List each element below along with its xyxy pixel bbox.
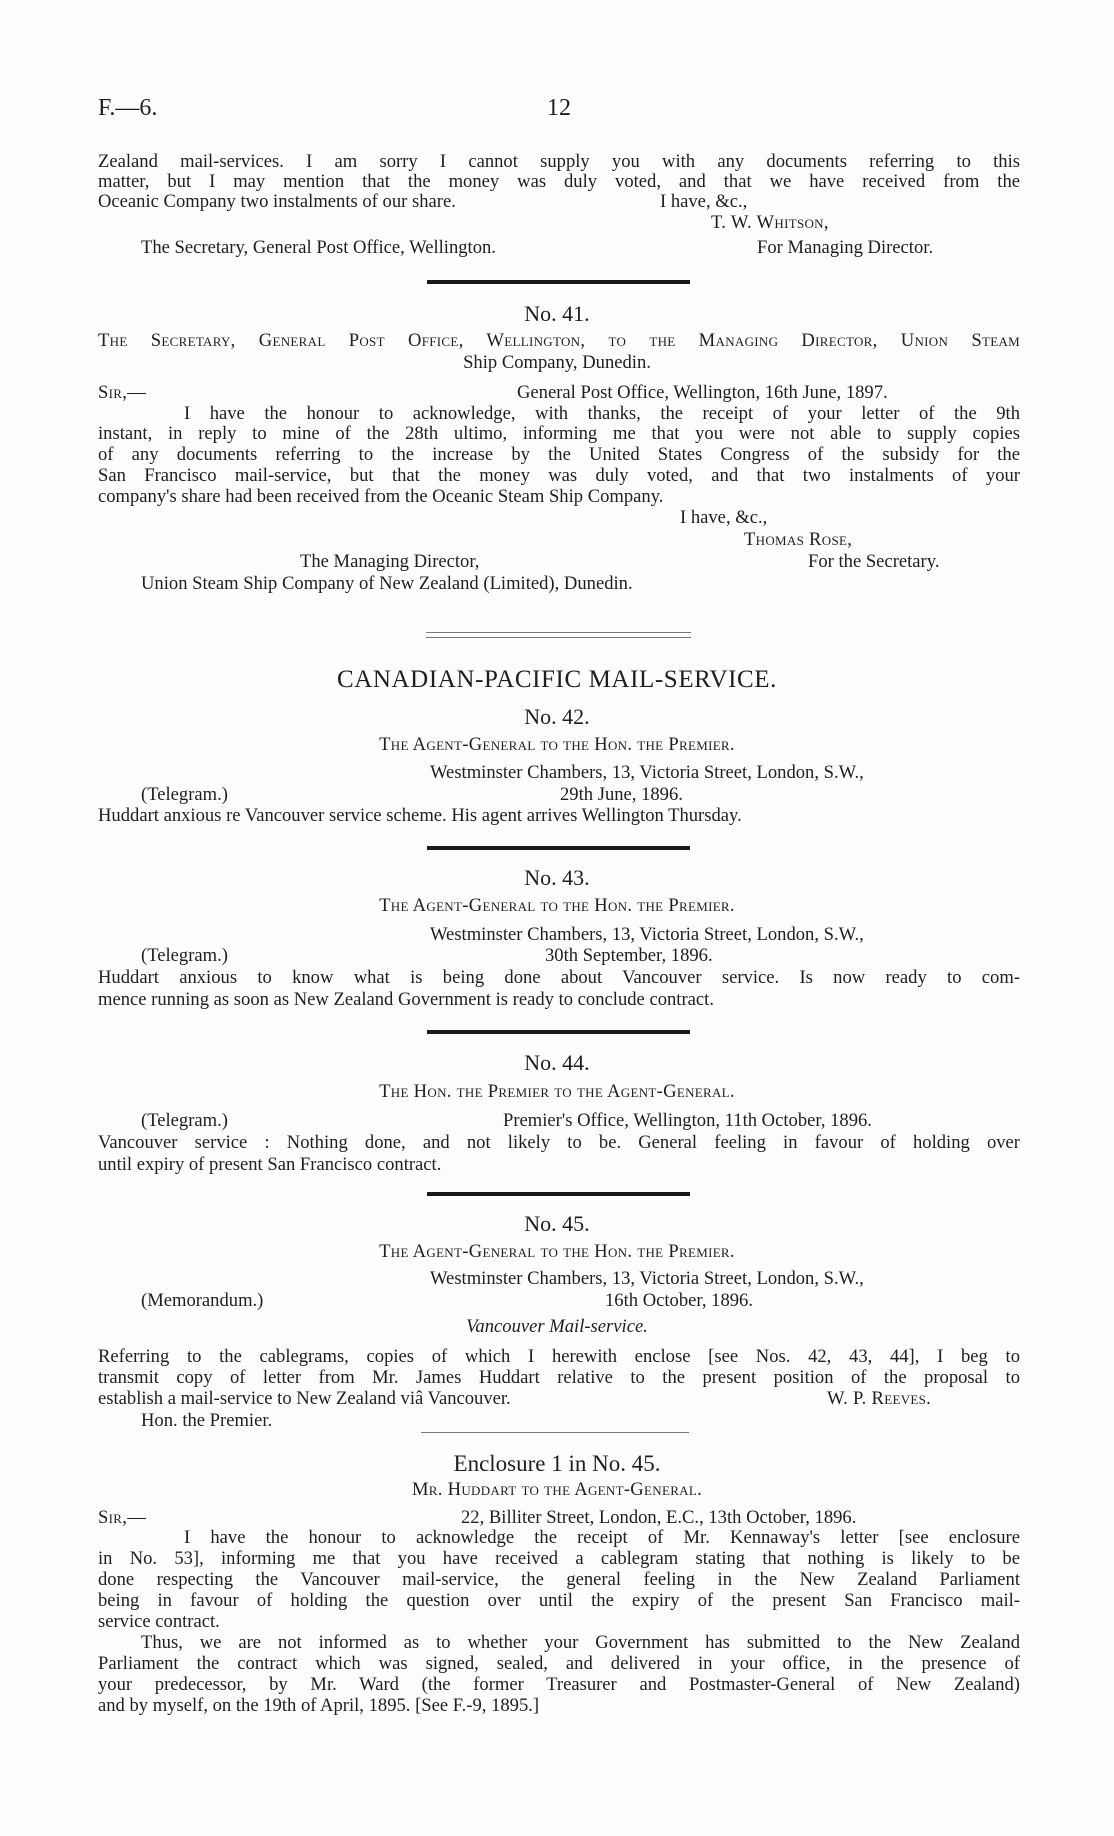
intro-line-1: Zealand mail-services. I am sorry I cannot supply you with any documents referring to this — [98, 152, 1020, 172]
enclosure-para2-4: and by myself, on the 19th of April, 1895. [See F.-9, 1895.] — [98, 1695, 540, 1716]
no43-from-to: The Agent-General to the Hon. the Premier. — [379, 895, 735, 916]
no44-kind: (Telegram.) — [141, 1110, 228, 1131]
enclosure-para1-4: being in favour of holding the question over until the expiry of the present San Francisco mail- — [98, 1591, 1020, 1611]
no43-kind: (Telegram.) — [141, 945, 228, 966]
no43-heading: No. 43. — [524, 865, 590, 890]
no41-body-3: of any documents referring to the increase by the United States Congress of the subsidy for the — [98, 445, 1020, 465]
enclosure-para2-2: Parliament the contract which was signed, sealed, and delivered in your office, in the presence of — [98, 1654, 1020, 1674]
enclosure-para1-2: in No. 53], informing me that you have received a cablegram stating that nothing is likely to be — [98, 1549, 1020, 1569]
no41-body-5: company's share had been received from the Oceanic Steam Ship Company. — [98, 486, 664, 507]
enclosure-para1-1: I have the honour to acknowledge the receipt of Mr. Kennaway's letter [see enclosure — [184, 1528, 1020, 1548]
double-rule — [426, 632, 691, 638]
intro-addressee: The Secretary, General Post Office, Wellington. — [141, 237, 496, 258]
no45-date: 16th October, 1896. — [605, 1290, 753, 1311]
section-divider — [427, 1192, 690, 1196]
no45-address: Westminster Chambers, 13, Victoria Street, London, S.W., — [430, 1268, 864, 1289]
no43-body-1: Huddart anxious to know what is being done about Vancouver service. Is now ready to com- — [98, 968, 1020, 988]
enclosure-para1-3: done respecting the Vancouver mail-service, the general feeling in the New Zealand Parliament — [98, 1570, 1020, 1590]
no42-heading: No. 42. — [524, 704, 590, 729]
no45-from-to: The Agent-General to the Hon. the Premier. — [379, 1241, 735, 1262]
no45-body-1: Referring to the cablegrams, copies of which I herewith enclose [see Nos. 42, 43, 44], I beg to — [98, 1347, 1020, 1367]
intro-line-2: matter, but I may mention that the money was duly voted, and that we have received from the — [98, 172, 1020, 192]
no45-heading: No. 45. — [524, 1211, 590, 1236]
section-divider — [427, 280, 690, 284]
no41-addressee-2: Union Steam Ship Company of New Zealand (Limited), Dunedin. — [141, 573, 633, 594]
no41-addressee-1: The Managing Director, — [300, 551, 480, 572]
no41-from-to-2: Ship Company, Dunedin. — [463, 352, 651, 373]
no45-subject: Vancouver Mail-service. — [466, 1316, 648, 1337]
no42-date: 29th June, 1896. — [560, 784, 683, 805]
section-title: CANADIAN-PACIFIC MAIL-SERVICE. — [336, 666, 778, 693]
enclosure-para2-1: Thus, we are not informed as to whether your Government has submitted to the New Zealand — [141, 1633, 1020, 1653]
no43-date: 30th September, 1896. — [545, 945, 713, 966]
intro-line-3: Oceanic Company two instalments of our share. — [98, 191, 456, 212]
enclosure-para1-5: service contract. — [98, 1611, 220, 1632]
no42-body: Huddart anxious re Vancouver service scheme. His agent arrives Wellington Thursday. — [98, 805, 742, 826]
enclosure-salutation: Sir,— — [98, 1507, 147, 1528]
no41-from-to-1: The Secretary, General Post Office, Wellington, to the Managing Director, Union Steam — [98, 331, 1020, 351]
no44-from-to: The Hon. the Premier to the Agent-General. — [379, 1081, 735, 1102]
intro-i-have: I have, &c., — [660, 191, 748, 212]
no44-body-1: Vancouver service : Nothing done, and not likely to be. General feeling in favour of holding over — [98, 1133, 1020, 1153]
no41-body-1: I have the honour to acknowledge, with thanks, the receipt of your letter of the 9th — [184, 404, 1020, 424]
no41-heading: No. 41. — [524, 301, 590, 326]
no44-place-date: Premier's Office, Wellington, 11th October, 1896. — [503, 1110, 872, 1131]
no44-body-2: until expiry of present San Francisco contract. — [98, 1154, 442, 1175]
no42-from-to: The Agent-General to the Hon. the Premier. — [379, 734, 735, 755]
no41-signer: Thomas Rose, — [744, 529, 853, 550]
no45-addressee: Hon. the Premier. — [141, 1410, 273, 1431]
intro-signer: T. W. Whitson, — [711, 212, 829, 233]
thin-rule — [421, 1432, 689, 1433]
no42-kind: (Telegram.) — [141, 784, 228, 805]
paper-reference: F.—6. — [98, 95, 158, 121]
enclosure-from-to: Mr. Huddart to the Agent-General. — [411, 1479, 703, 1500]
intro-signer-role: For Managing Director. — [757, 237, 934, 258]
enclosure-place-date: 22, Billiter Street, London, E.C., 13th October, 1896. — [461, 1507, 857, 1528]
no41-body-4: San Francisco mail-service, but that the money was duly voted, and that two instalments of your — [98, 466, 1020, 486]
no43-body-2: mence running as soon as New Zealand Government is ready to conclude contract. — [98, 989, 714, 1010]
section-divider — [427, 846, 690, 850]
page-header — [98, 95, 1020, 132]
section-divider — [427, 1030, 690, 1034]
no45-kind: (Memorandum.) — [141, 1290, 264, 1311]
no42-address: Westminster Chambers, 13, Victoria Street, London, S.W., — [430, 762, 864, 783]
no45-signer: W. P. Reeves. — [827, 1388, 932, 1409]
enclosure-para2-3: your predecessor, by Mr. Ward (the former Treasurer and Postmaster-General of New Zealand) — [98, 1675, 1020, 1695]
enclosure-title: Enclosure 1 in No. 45. — [453, 1451, 661, 1476]
no41-signer-role: For the Secretary. — [808, 551, 940, 572]
no41-place-date: General Post Office, Wellington, 16th June, 1897. — [517, 382, 888, 403]
no45-body-3: establish a mail-service to New Zealand viâ Vancouver. — [98, 1388, 511, 1409]
no41-body-2: instant, in reply to mine of the 28th ultimo, informing me that you were not able to supply copies — [98, 424, 1020, 444]
no41-salutation: Sir,— — [98, 382, 147, 403]
page-number: 12 — [547, 95, 571, 121]
no45-body-2: transmit copy of letter from Mr. James Huddart relative to the present position of the proposal to — [98, 1368, 1020, 1388]
no44-heading: No. 44. — [524, 1050, 590, 1075]
no41-i-have: I have, &c., — [680, 507, 768, 528]
no43-address: Westminster Chambers, 13, Victoria Street, London, S.W., — [430, 924, 864, 945]
